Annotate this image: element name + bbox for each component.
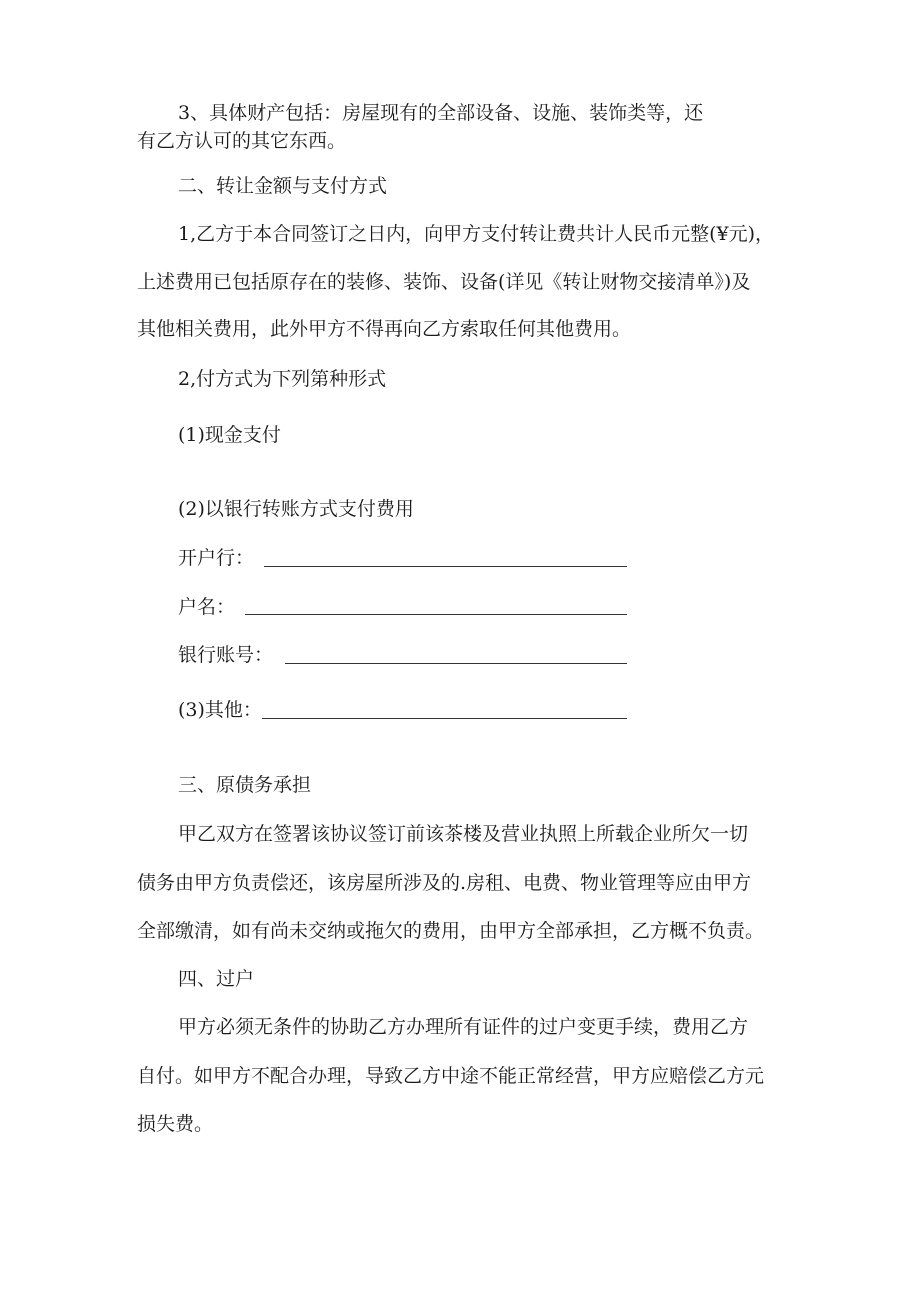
bank-field-blank[interactable] xyxy=(264,566,627,567)
clause-3-line-2: 有乙方认可的其它东西。 xyxy=(137,130,347,152)
section-4-line-2: 自付。如甲方不配合办理，导致乙方中途不能正常经营，甲方应赔偿乙方元 xyxy=(137,1065,765,1087)
section-2-item-1-line-3: 其他相关费用，此外甲方不得再向乙方索取任何其他费用。 xyxy=(137,318,632,340)
section-3-line-3: 全部缴清，如有尚未交纳或拖欠的费用，由甲方全部承担，乙方概不负责。 xyxy=(137,920,765,942)
section-2-heading: 二、转让金额与支付方式 xyxy=(178,175,388,197)
section-2-item-1-line-2: 上述费用已包括原存在的装修、装饰、设备(详见《转让财物交接清单》)及 xyxy=(137,271,751,293)
bank-field-label: 开户行： xyxy=(178,547,255,569)
payment-option-bank-transfer: (2)以银行转账方式支付费用 xyxy=(178,498,414,520)
section-4-line-3: 损失费。 xyxy=(137,1113,214,1135)
section-3-line-1: 甲乙双方在签署该协议签订前该茶楼及营业执照上所载企业所欠一切 xyxy=(178,823,749,845)
other-payment-field-blank[interactable] xyxy=(262,718,627,719)
section-2-item-1-line-1: 1,乙方于本合同签订之日内，向甲方支付转让费共计人民币元整(¥元)， xyxy=(178,223,775,245)
account-name-field-label: 户名： xyxy=(178,596,236,618)
clause-3-line-1: 3、具体财产包括：房屋现有的全部设备、设施、装饰类等，还 xyxy=(178,102,704,124)
section-4-line-1: 甲方必须无条件的协助乙方办理所有证件的过户变更手续，费用乙方 xyxy=(178,1016,749,1038)
section-3-heading: 三、原债务承担 xyxy=(178,774,312,796)
section-2-item-2: 2,付方式为下列第种形式 xyxy=(178,368,387,390)
other-payment-field-label: (3)其他： xyxy=(178,699,262,721)
account-name-field-blank[interactable] xyxy=(245,614,627,615)
payment-option-cash: (1)现金支付 xyxy=(178,424,281,446)
account-number-field-blank[interactable] xyxy=(285,663,627,664)
section-4-heading: 四、过户 xyxy=(178,968,255,990)
account-number-field-label: 银行账号： xyxy=(178,644,274,666)
section-3-line-2: 债务由甲方负责偿还，该房屋所涉及的.房租、电费、物业管理等应由甲方 xyxy=(137,872,752,894)
